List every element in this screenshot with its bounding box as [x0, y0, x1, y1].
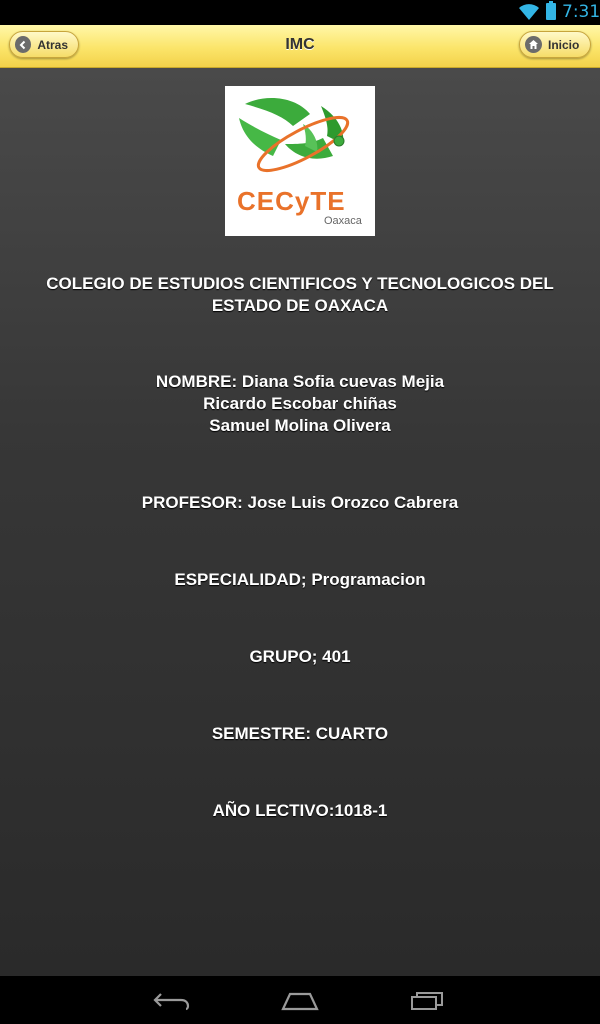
- system-nav-bar: [0, 976, 600, 1024]
- semestre-text: SEMESTRE: CUARTO: [211, 724, 389, 743]
- institution-line-1: COLEGIO DE ESTUDIOS CIENTIFICOS Y TECNOLOGICOS DEL: [46, 274, 554, 293]
- grupo-text: GRUPO; 401: [249, 647, 351, 666]
- names-line-1: NOMBRE: Diana Sofia cuevas Mejia: [155, 372, 445, 391]
- names-line-3: Samuel Molina Olivera: [209, 416, 391, 435]
- status-clock: 7:31: [562, 2, 600, 22]
- back-button-label: Atras: [37, 37, 68, 52]
- institution-line-2: ESTADO DE OAXACA: [211, 296, 389, 315]
- nav-back-button[interactable]: [152, 986, 192, 1014]
- back-arrow-icon: [153, 989, 191, 1011]
- home-icon: [525, 36, 542, 53]
- logo-emblem-icon: [225, 86, 375, 186]
- profesor-text: PROFESOR: Jose Luis Orozco Cabrera: [141, 493, 459, 512]
- student-names: [20, 371, 580, 437]
- main-content: [0, 68, 600, 976]
- logo-brand-text: CECyTE: [237, 186, 346, 216]
- header-bar: [0, 25, 600, 68]
- home-button[interactable]: [519, 31, 591, 58]
- nav-home-button[interactable]: [280, 986, 320, 1014]
- battery-icon: [546, 3, 556, 20]
- nav-recents-button[interactable]: [408, 986, 448, 1014]
- logo-subtitle: Oaxaca: [324, 215, 362, 227]
- institution-name: [20, 273, 580, 317]
- wifi-icon: [518, 3, 540, 21]
- cecyte-logo: [225, 86, 375, 236]
- status-bar: [0, 0, 600, 25]
- page-title: IMC: [285, 36, 315, 53]
- recents-icon: [408, 989, 448, 1011]
- especialidad-text: ESPECIALIDAD; Programacion: [174, 570, 426, 589]
- home-outline-icon: [280, 989, 320, 1011]
- home-button-label: Inicio: [548, 37, 580, 52]
- ano-lectivo-text: AÑO LECTIVO:1018-1: [212, 801, 388, 820]
- names-line-2: Ricardo Escobar chiñas: [203, 394, 397, 413]
